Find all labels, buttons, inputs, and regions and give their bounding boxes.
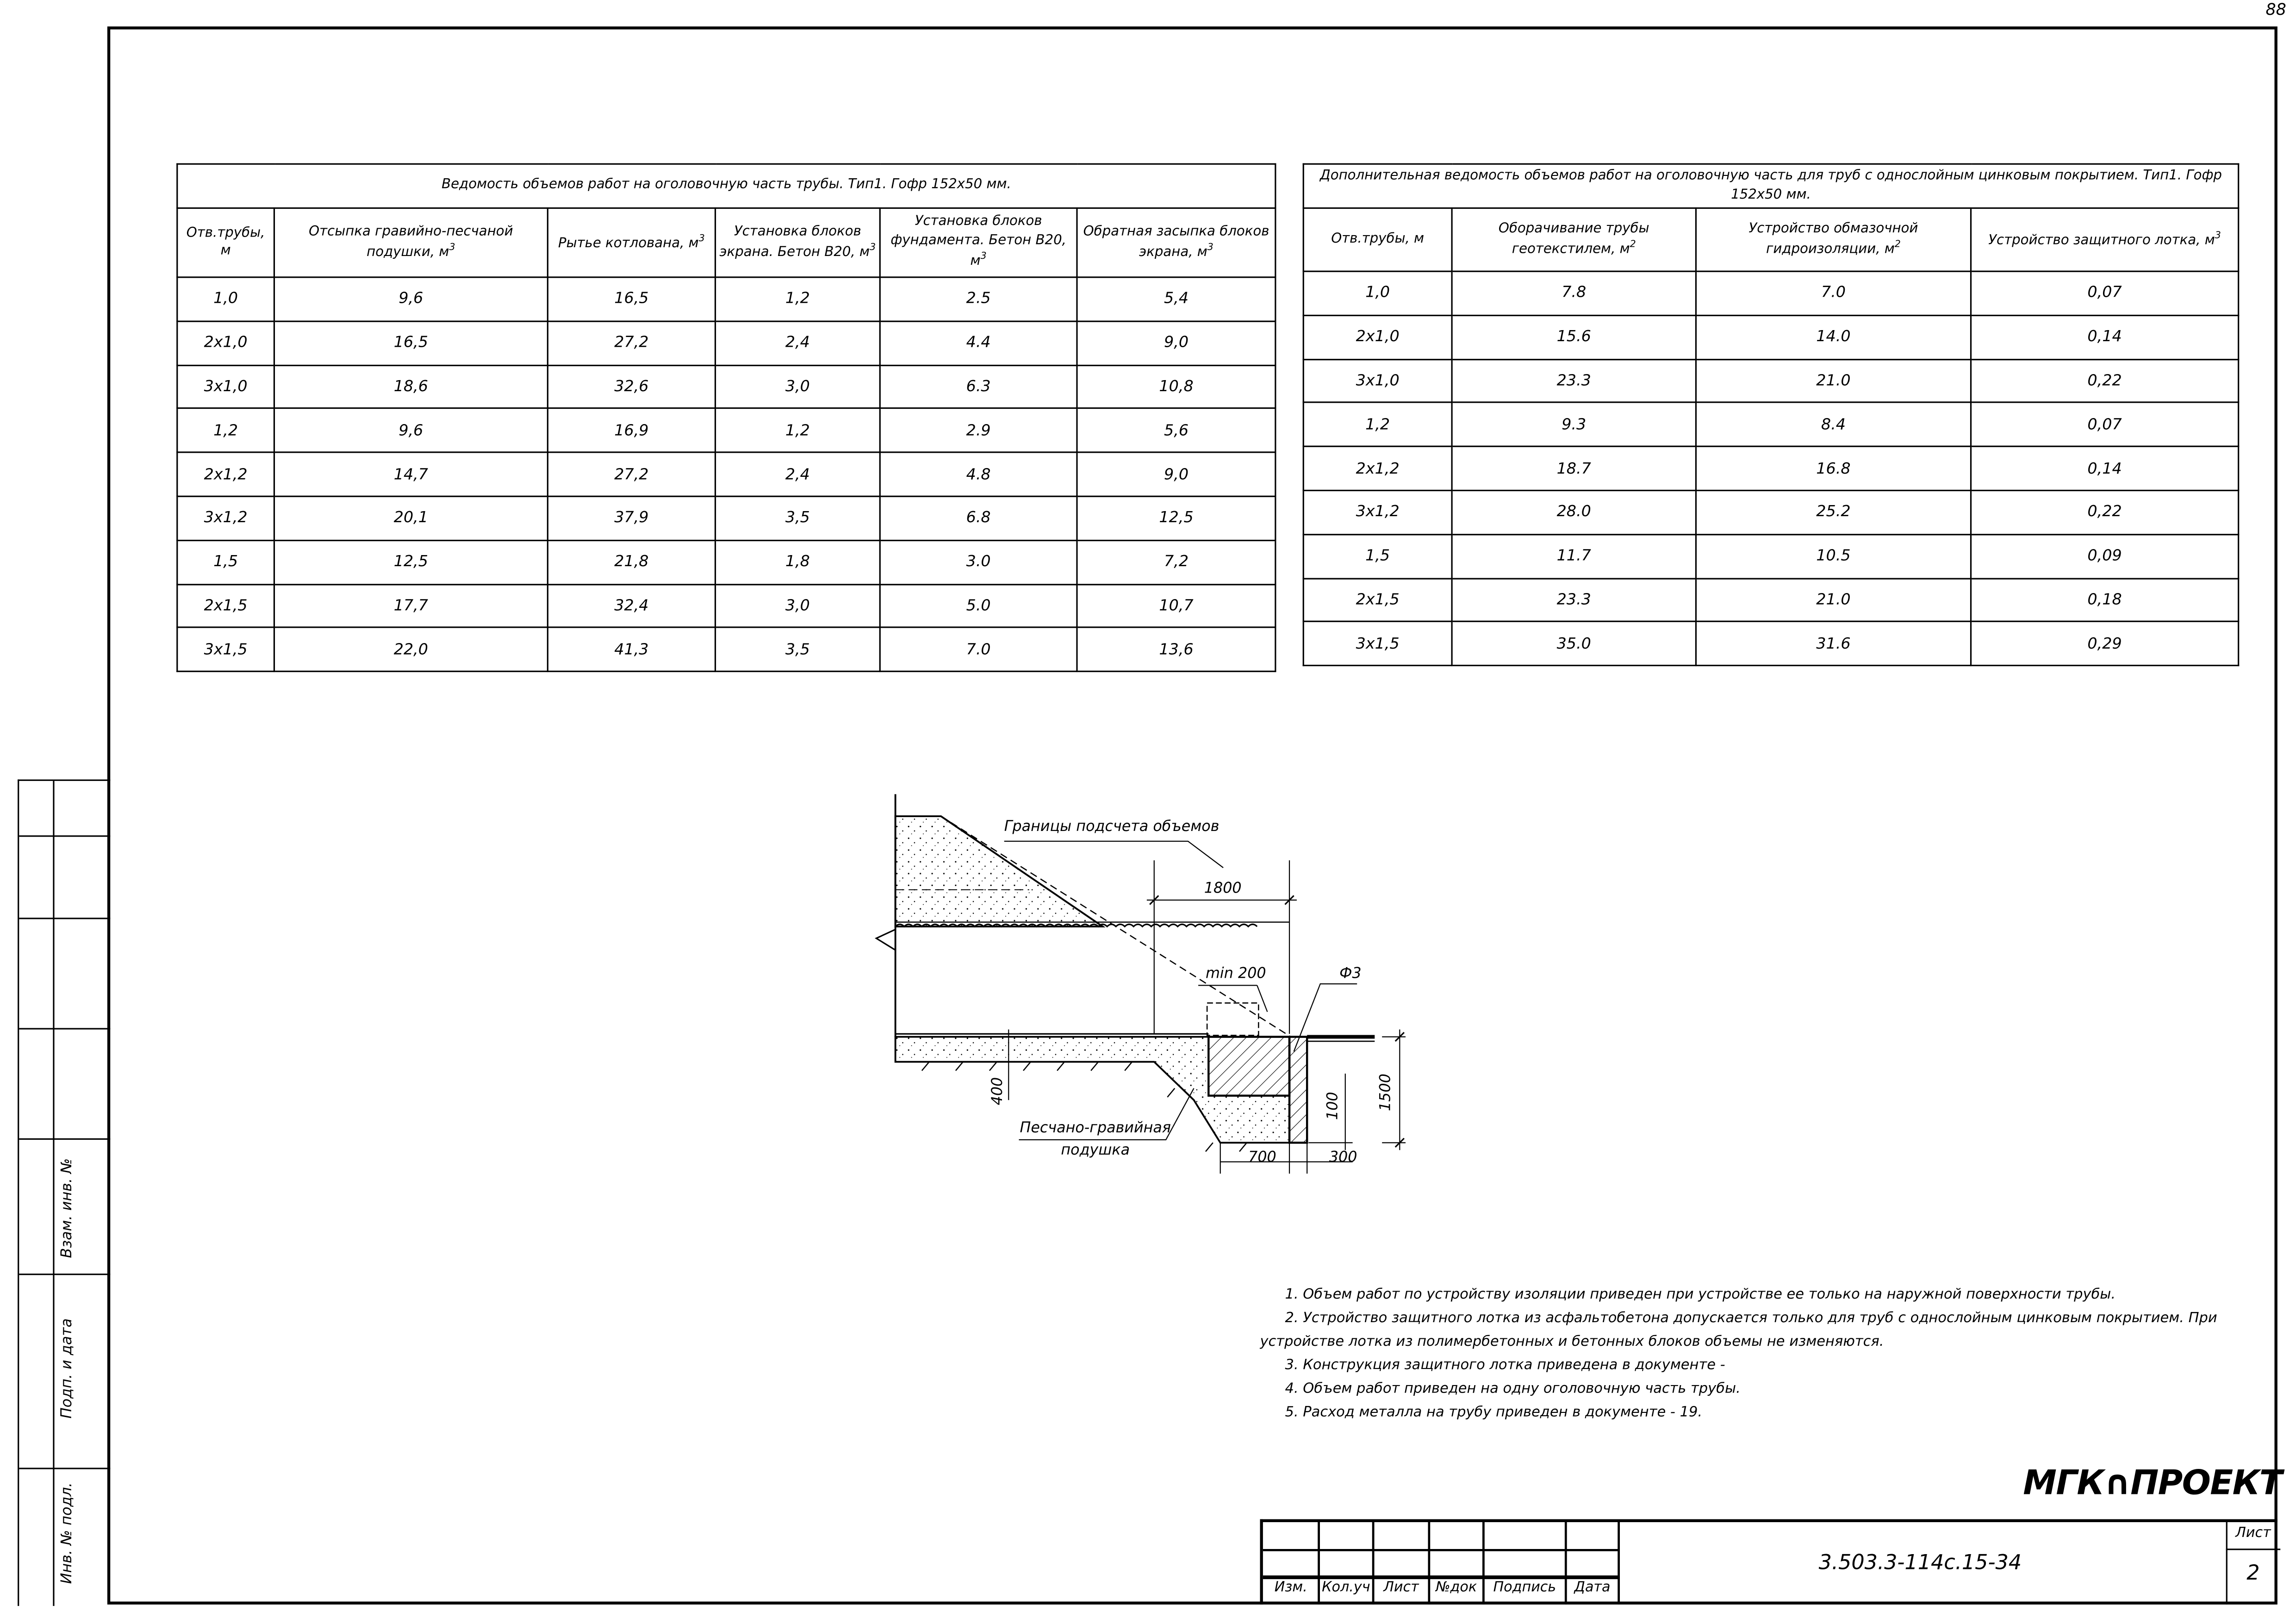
table-cell: 3.0 (880, 540, 1077, 584)
table-cell: 27,2 (548, 321, 715, 365)
label-cushion-line2: подушка (1061, 1143, 1130, 1159)
table-cell: 6.8 (880, 496, 1077, 540)
table-cell: 14,7 (274, 452, 548, 496)
note-4: 4. Объем работ приведен на одну оголовочную часть трубы. (1285, 1381, 1741, 1397)
table-cell: 2х1,5 (177, 584, 274, 628)
column-header-text: Отв.трубы, м (186, 224, 265, 259)
column-header-text: Устройство обмазочной гидроизоляции, м (1748, 220, 1918, 258)
table-cell: 2х1,2 (177, 452, 274, 496)
table-cell: 12,5 (274, 540, 548, 584)
table-cell: 1,0 (177, 277, 274, 321)
table-cell: 6.3 (880, 365, 1077, 409)
column-header-unit-power: 3 (449, 241, 455, 253)
table-row (1303, 271, 2238, 315)
table-cell: 10,7 (1077, 584, 1276, 628)
note-3: 3. Конструкция защитного лотка приведена в документе - (1285, 1357, 1725, 1374)
table-row (177, 452, 1276, 496)
table-row (177, 365, 1276, 409)
table-cell: 0,14 (1971, 315, 2239, 359)
dim-100: 100 (1325, 1092, 1342, 1120)
table-row (1303, 403, 2238, 447)
column-header-text: Установка блоков фундамента. Бетон В20, м (890, 213, 1066, 270)
column-header-text: Рытье котлована, м (558, 235, 699, 251)
table-cell: 7,2 (1077, 540, 1276, 584)
column-header (274, 208, 548, 277)
table-cell: 18,6 (274, 365, 548, 409)
foundation-block (1289, 1037, 1307, 1143)
screen-block (1208, 1037, 1289, 1096)
tb-col-izm: Изм. (1274, 1579, 1307, 1596)
table-cell: 2.5 (880, 277, 1077, 321)
column-header (177, 208, 274, 277)
table-cell: 3х1,2 (177, 496, 274, 540)
table-cell: 0,09 (1971, 534, 2239, 578)
table-cell: 7.8 (1452, 271, 1696, 315)
table-cell: 0,22 (1971, 490, 2239, 534)
table-cell: 31.6 (1696, 622, 1971, 666)
table-row (177, 496, 1276, 540)
table-cell: 1,5 (177, 540, 274, 584)
label-cushion (1014, 1118, 1176, 1162)
dim-1800: 1800 (1204, 881, 1242, 897)
table-cell: 37,9 (548, 496, 715, 540)
table-cell: 0,07 (1971, 403, 2239, 447)
dim-phi3: Ф3 (1339, 966, 1362, 983)
dim-700: 700 (1248, 1150, 1276, 1167)
table-cell: 17,7 (274, 584, 548, 628)
table-cell: 3х1,0 (1303, 359, 1452, 403)
column-header-unit-power: 2 (1894, 238, 1901, 250)
table-cell: 9.3 (1452, 403, 1696, 447)
table-cell: 9,0 (1077, 321, 1276, 365)
column-header (880, 208, 1077, 277)
column-header (1971, 208, 2239, 272)
document-designation: 3.503.3-114с.15-34 (1818, 1551, 2022, 1575)
column-header (716, 208, 880, 277)
table-cell: 9,6 (274, 277, 548, 321)
column-header-text: Обратная засыпка блоков экрана, м (1083, 223, 1269, 261)
table-cell: 25.2 (1696, 490, 1971, 534)
table-cell: 9,0 (1077, 452, 1276, 496)
table-caption: Дополнительная ведомость объемов работ на оголовочную часть для труб с однослойным цинковым покрытием. Тип1. Гофр 152х50 мм. (1303, 164, 2238, 208)
table-cell: 16,5 (274, 321, 548, 365)
title-block (1260, 1519, 2277, 1605)
table-cell: 16,9 (548, 409, 715, 453)
column-header (1303, 208, 1452, 272)
table-cell: 21.0 (1696, 578, 1971, 622)
table-cell: 32,6 (548, 365, 715, 409)
table-row (1303, 490, 2238, 534)
tb-col-date: Дата (1574, 1579, 1611, 1596)
table-cell: 3х1,2 (1303, 490, 1452, 534)
table-row (1303, 359, 2238, 403)
company-logo: МГК∩ПРОЕКТ (2023, 1465, 2282, 1503)
table-row (1303, 578, 2238, 622)
column-header-text: Оборачивание трубы геотекстилем, м (1498, 220, 1649, 258)
table-row (177, 584, 1276, 628)
column-header-unit-power: 3 (698, 232, 705, 244)
dim-1500: 1500 (1378, 1074, 1395, 1112)
tb-col-kol: Кол.уч (1322, 1579, 1370, 1596)
table-cell: 21,8 (548, 540, 715, 584)
table-cell: 11.7 (1452, 534, 1696, 578)
table-row (1303, 447, 2238, 491)
table-cell: 0,07 (1971, 271, 2239, 315)
table-cell: 12,5 (1077, 496, 1276, 540)
table-row (1303, 622, 2238, 666)
table-row (1303, 315, 2238, 359)
table-cell: 7.0 (1696, 271, 1971, 315)
column-header-unit-power: 2 (1630, 238, 1636, 250)
column-header-unit-power: 3 (1207, 241, 1213, 253)
table-cell: 0,29 (1971, 622, 2239, 666)
table-cell: 10,8 (1077, 365, 1276, 409)
page-number: 88 (2265, 0, 2286, 19)
table-cell: 3х1,5 (1303, 622, 1452, 666)
table-cell: 9,6 (274, 409, 548, 453)
table-cell: 1,2 (177, 409, 274, 453)
table-cell: 2х1,2 (1303, 447, 1452, 491)
table-cell: 0,18 (1971, 578, 2239, 622)
column-header-text: Отсыпка гравийно-песчаной подушки, м (309, 223, 513, 261)
column-header-unit-power: 3 (2215, 229, 2221, 241)
tb-col-sign: Подпись (1493, 1579, 1556, 1596)
tb-col-doc: №док (1436, 1579, 1477, 1596)
note-1: 1. Объем работ по устройству изоляции приведен при устройстве ее только на наружной поверхности трубы. (1285, 1287, 2116, 1303)
table-row (177, 540, 1276, 584)
note-5: 5. Расход металла на трубу приведен в документе - 19. (1285, 1404, 1703, 1421)
table-cell: 2х1,5 (1303, 578, 1452, 622)
table-additional-volumes (1303, 163, 2240, 667)
dim-min200: min 200 (1205, 966, 1266, 983)
column-header (1077, 208, 1276, 277)
notes (1260, 1284, 2275, 1425)
table-cell: 20,1 (274, 496, 548, 540)
column-header-unit-power: 3 (870, 241, 876, 253)
table-cell: 1,2 (716, 409, 880, 453)
column-header-text: Установка блоков экрана. Бетон В20, м (719, 223, 870, 261)
table-cell: 0,14 (1971, 447, 2239, 491)
table-cell: 1,2 (716, 277, 880, 321)
table-caption: Ведомость объемов работ на оголовочную часть трубы. Тип1. Гофр 152х50 мм. (177, 164, 1276, 208)
table-cell: 0,22 (1971, 359, 2239, 403)
table-cell: 14.0 (1696, 315, 1971, 359)
table-cell: 2х1,0 (1303, 315, 1452, 359)
sheet-label: Лист (2235, 1525, 2271, 1542)
column-header-text: Отв.трубы, м (1331, 231, 1425, 247)
table-cell: 3х1,0 (177, 365, 274, 409)
table-cell: 4.8 (880, 452, 1077, 496)
dim-300: 300 (1329, 1150, 1357, 1167)
table-cell: 16,5 (548, 277, 715, 321)
label-boundaries: Границы подсчета объемов (1004, 819, 1220, 836)
table-cell: 2.9 (880, 409, 1077, 453)
table-row (177, 628, 1276, 672)
table-cell: 35.0 (1452, 622, 1696, 666)
table-row (177, 321, 1276, 365)
table-cell: 2х1,0 (177, 321, 274, 365)
table-cell: 16.8 (1696, 447, 1971, 491)
tb-col-list: Лист (1383, 1579, 1419, 1596)
table-cell: 22,0 (274, 628, 548, 672)
table-cell: 3,0 (716, 584, 880, 628)
table-row (177, 277, 1276, 321)
column-header (1696, 208, 1971, 272)
column-header (548, 208, 715, 277)
table-cell: 10.5 (1696, 534, 1971, 578)
stamp-sign-date: Подп. и дата (59, 1318, 76, 1419)
table-cell: 3,5 (716, 496, 880, 540)
table-cell: 27,2 (548, 452, 715, 496)
table-cell: 15.6 (1452, 315, 1696, 359)
table-cell: 3,0 (716, 365, 880, 409)
table-cell: 13,6 (1077, 628, 1276, 672)
table-cell: 32,4 (548, 584, 715, 628)
table-cell: 2,4 (716, 321, 880, 365)
table-cell: 8.4 (1696, 403, 1971, 447)
table-cell: 5.0 (880, 584, 1077, 628)
table-cell: 5,4 (1077, 277, 1276, 321)
table-cell: 7.0 (880, 628, 1077, 672)
table-cell: 28.0 (1452, 490, 1696, 534)
table-cell: 1,2 (1303, 403, 1452, 447)
table-cell: 18.7 (1452, 447, 1696, 491)
table-cell: 23.3 (1452, 578, 1696, 622)
table-cell: 1,5 (1303, 534, 1452, 578)
table-cell: 4.4 (880, 321, 1077, 365)
table-work-volumes (176, 163, 1276, 673)
column-header (1452, 208, 1696, 272)
table-row (1303, 534, 2238, 578)
table-cell: 1,8 (716, 540, 880, 584)
note-2: 2. Устройство защитного лотка из асфальтобетона допускается только для труб с однослойным цинковым покрытием. При устройстве лотка из полимербетонных и бетонных блоков объемы не изменяются. (1260, 1310, 2217, 1350)
column-header-text: Устройство защитного лотка, м (1988, 232, 2215, 249)
stamp-inv-orig: Инв. № подл. (59, 1482, 76, 1584)
table-cell: 23.3 (1452, 359, 1696, 403)
table-cell: 3х1,5 (177, 628, 274, 672)
sheet-number: 2 (2246, 1562, 2260, 1586)
table-cell: 2,4 (716, 452, 880, 496)
table-row (177, 409, 1276, 453)
table-cell: 3,5 (716, 628, 880, 672)
stamp-inv-replace: Взам. инв. № (59, 1158, 76, 1258)
table-cell: 1,0 (1303, 271, 1452, 315)
table-cell: 21.0 (1696, 359, 1971, 403)
table-cell: 41,3 (548, 628, 715, 672)
dim-400: 400 (990, 1077, 1007, 1106)
label-cushion-line1: Песчано-гравийная (1020, 1120, 1171, 1137)
table-cell: 5,6 (1077, 409, 1276, 453)
column-header-unit-power: 3 (980, 250, 987, 262)
